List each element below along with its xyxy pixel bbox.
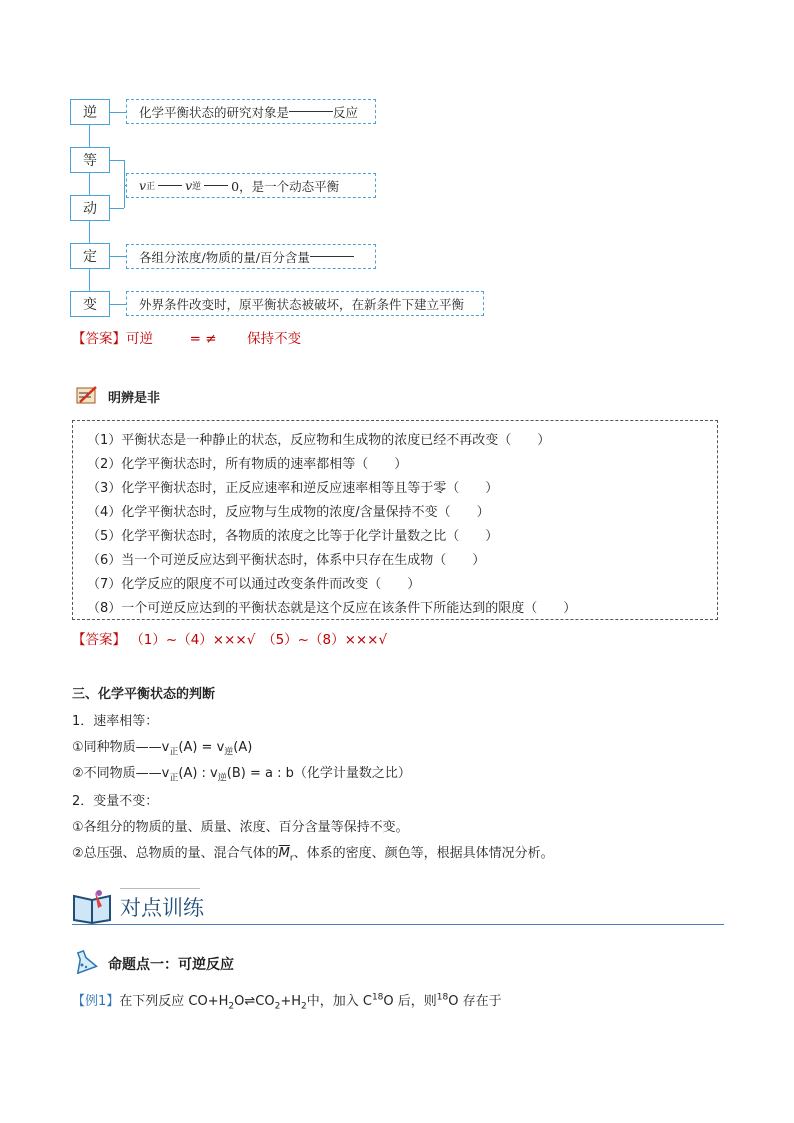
connector xyxy=(89,125,90,147)
variable-line-2 xyxy=(72,842,554,864)
variable-line-1: ①各组分的物质的量、质量、浓度、百分含量等保持不变。 xyxy=(72,820,409,835)
connector xyxy=(89,221,90,243)
topic-1-title: 命题点一：可逆反应 xyxy=(108,957,234,973)
connector xyxy=(110,112,126,113)
node-bian: 变 xyxy=(70,291,110,317)
subscript: r xyxy=(289,853,294,864)
flask-icon xyxy=(72,948,98,974)
node-dong: 动 xyxy=(70,195,110,221)
judge-item: （4）化学平衡状态时，反应物与生成物的浓度/含量保持不变（ ） xyxy=(87,505,490,520)
answer-text: 保持不变 xyxy=(247,331,302,347)
subscript: 2 xyxy=(300,1001,307,1012)
judge-box xyxy=(72,420,718,620)
answer-2 xyxy=(72,628,387,648)
example-1 xyxy=(72,990,502,1012)
text: ①同种物质——v xyxy=(72,740,170,755)
variable-constant-heading: 2．变量不变： xyxy=(72,794,159,809)
text: 中，加入 C xyxy=(306,994,372,1009)
connector xyxy=(89,269,90,291)
box-change xyxy=(126,291,484,316)
node-ding: 定 xyxy=(70,243,110,269)
box-text: 外界条件改变时，原平衡状态被破坏，在新条件下建立平衡 xyxy=(139,296,465,312)
subscript: 逆 xyxy=(192,182,202,192)
header-rule xyxy=(72,924,724,925)
blank xyxy=(204,185,228,186)
text: 在下列反应 CO+H xyxy=(119,994,229,1009)
connector xyxy=(110,160,124,161)
box-text: 0，是一个动态平衡 xyxy=(231,178,340,194)
v-symbol: v xyxy=(139,178,147,193)
judge-item: （7）化学反应的限度不可以通过改变条件而改变（ ） xyxy=(87,577,421,592)
example-label: 【例1】 xyxy=(72,994,120,1009)
connector xyxy=(124,160,125,208)
box-dynamic xyxy=(126,173,376,198)
book-icon xyxy=(72,888,112,924)
blank xyxy=(289,111,333,112)
answer-text: 可逆 xyxy=(126,331,153,347)
text: (A) = v xyxy=(178,740,225,755)
same-substance-line xyxy=(72,736,252,758)
pen-icon xyxy=(76,385,98,405)
diff-substance-line xyxy=(72,762,411,784)
rate-equal-heading: 1．速率相等： xyxy=(72,714,159,729)
box-text: 化学平衡状态的研究对象是 xyxy=(139,104,290,120)
mean-molar-mass-symbol: $\overline{M}$ xyxy=(278,846,290,861)
text: (A) xyxy=(233,740,253,755)
superscript: 18 xyxy=(436,992,449,1003)
box-text: 各组分浓度/物质的量/百分含量 xyxy=(139,249,310,265)
node-deng: 等 xyxy=(70,147,110,173)
blank xyxy=(310,256,354,257)
judge-item: （5）化学平衡状态时，各物质的浓度之比等于化学计量数之比（ ） xyxy=(87,529,499,544)
subscript: 逆 xyxy=(217,773,227,784)
answer-text: （1）~（4）×××√ （5）~（8）×××√ xyxy=(130,632,388,648)
training-title: 对点训练 xyxy=(120,896,204,920)
box-fixed xyxy=(126,244,376,269)
superscript: 18 xyxy=(371,992,384,1003)
text: O⇌CO xyxy=(234,994,275,1009)
answer-label: 【答案】 xyxy=(72,632,126,648)
subscript: 2 xyxy=(228,1001,235,1012)
answer-text: = ≠ xyxy=(189,331,217,347)
text: ②总压强、总物质的量、混合气体的 xyxy=(72,846,279,861)
connector xyxy=(110,304,126,305)
section-3-title: 三、化学平衡状态的判断 xyxy=(72,687,216,702)
subscript: 逆 xyxy=(224,747,234,758)
node-ni: 逆 xyxy=(70,99,110,125)
judge-item: （3）化学平衡状态时，正反应速率和逆反应速率相等且等于零（ ） xyxy=(87,481,499,496)
judge-item: （8）一个可逆反应达到的平衡状态就是这个反应在该条件下所能达到的限度（ ） xyxy=(87,601,577,616)
box-text: 反应 xyxy=(333,104,359,120)
divider xyxy=(120,888,200,889)
text: 、体系的密度、颜色等，根据具体情况分析。 xyxy=(293,846,554,861)
text: (B) = a : b（化学计量数之比） xyxy=(226,766,411,781)
text: O 存在于 xyxy=(448,994,502,1009)
blank xyxy=(158,185,182,186)
subscript: 正 xyxy=(169,747,179,758)
text: ②不同物质——v xyxy=(72,766,170,781)
text: +H xyxy=(280,994,301,1009)
subscript: 正 xyxy=(146,182,156,192)
judge-title: 明辨是非 xyxy=(108,391,161,406)
answer-label: 【答案】 xyxy=(72,331,126,347)
text: (A) : v xyxy=(178,766,218,781)
v-symbol: v xyxy=(185,178,193,193)
subscript: 2 xyxy=(274,1001,281,1012)
connector xyxy=(110,208,124,209)
text: O 后，则 xyxy=(383,994,437,1009)
box-reversible xyxy=(126,99,376,124)
judge-item: （1）平衡状态是一种静止的状态，反应物和生成物的浓度已经不再改变（ ） xyxy=(87,433,551,448)
subscript: 正 xyxy=(169,773,179,784)
answer-1 xyxy=(72,327,301,347)
connector xyxy=(110,256,126,257)
judge-item: （2）化学平衡状态时，所有物质的速率都相等（ ） xyxy=(87,457,408,472)
connector xyxy=(89,173,90,195)
judge-item: （6）当一个可逆反应达到平衡状态时，体系中只存在生成物（ ） xyxy=(87,553,486,568)
